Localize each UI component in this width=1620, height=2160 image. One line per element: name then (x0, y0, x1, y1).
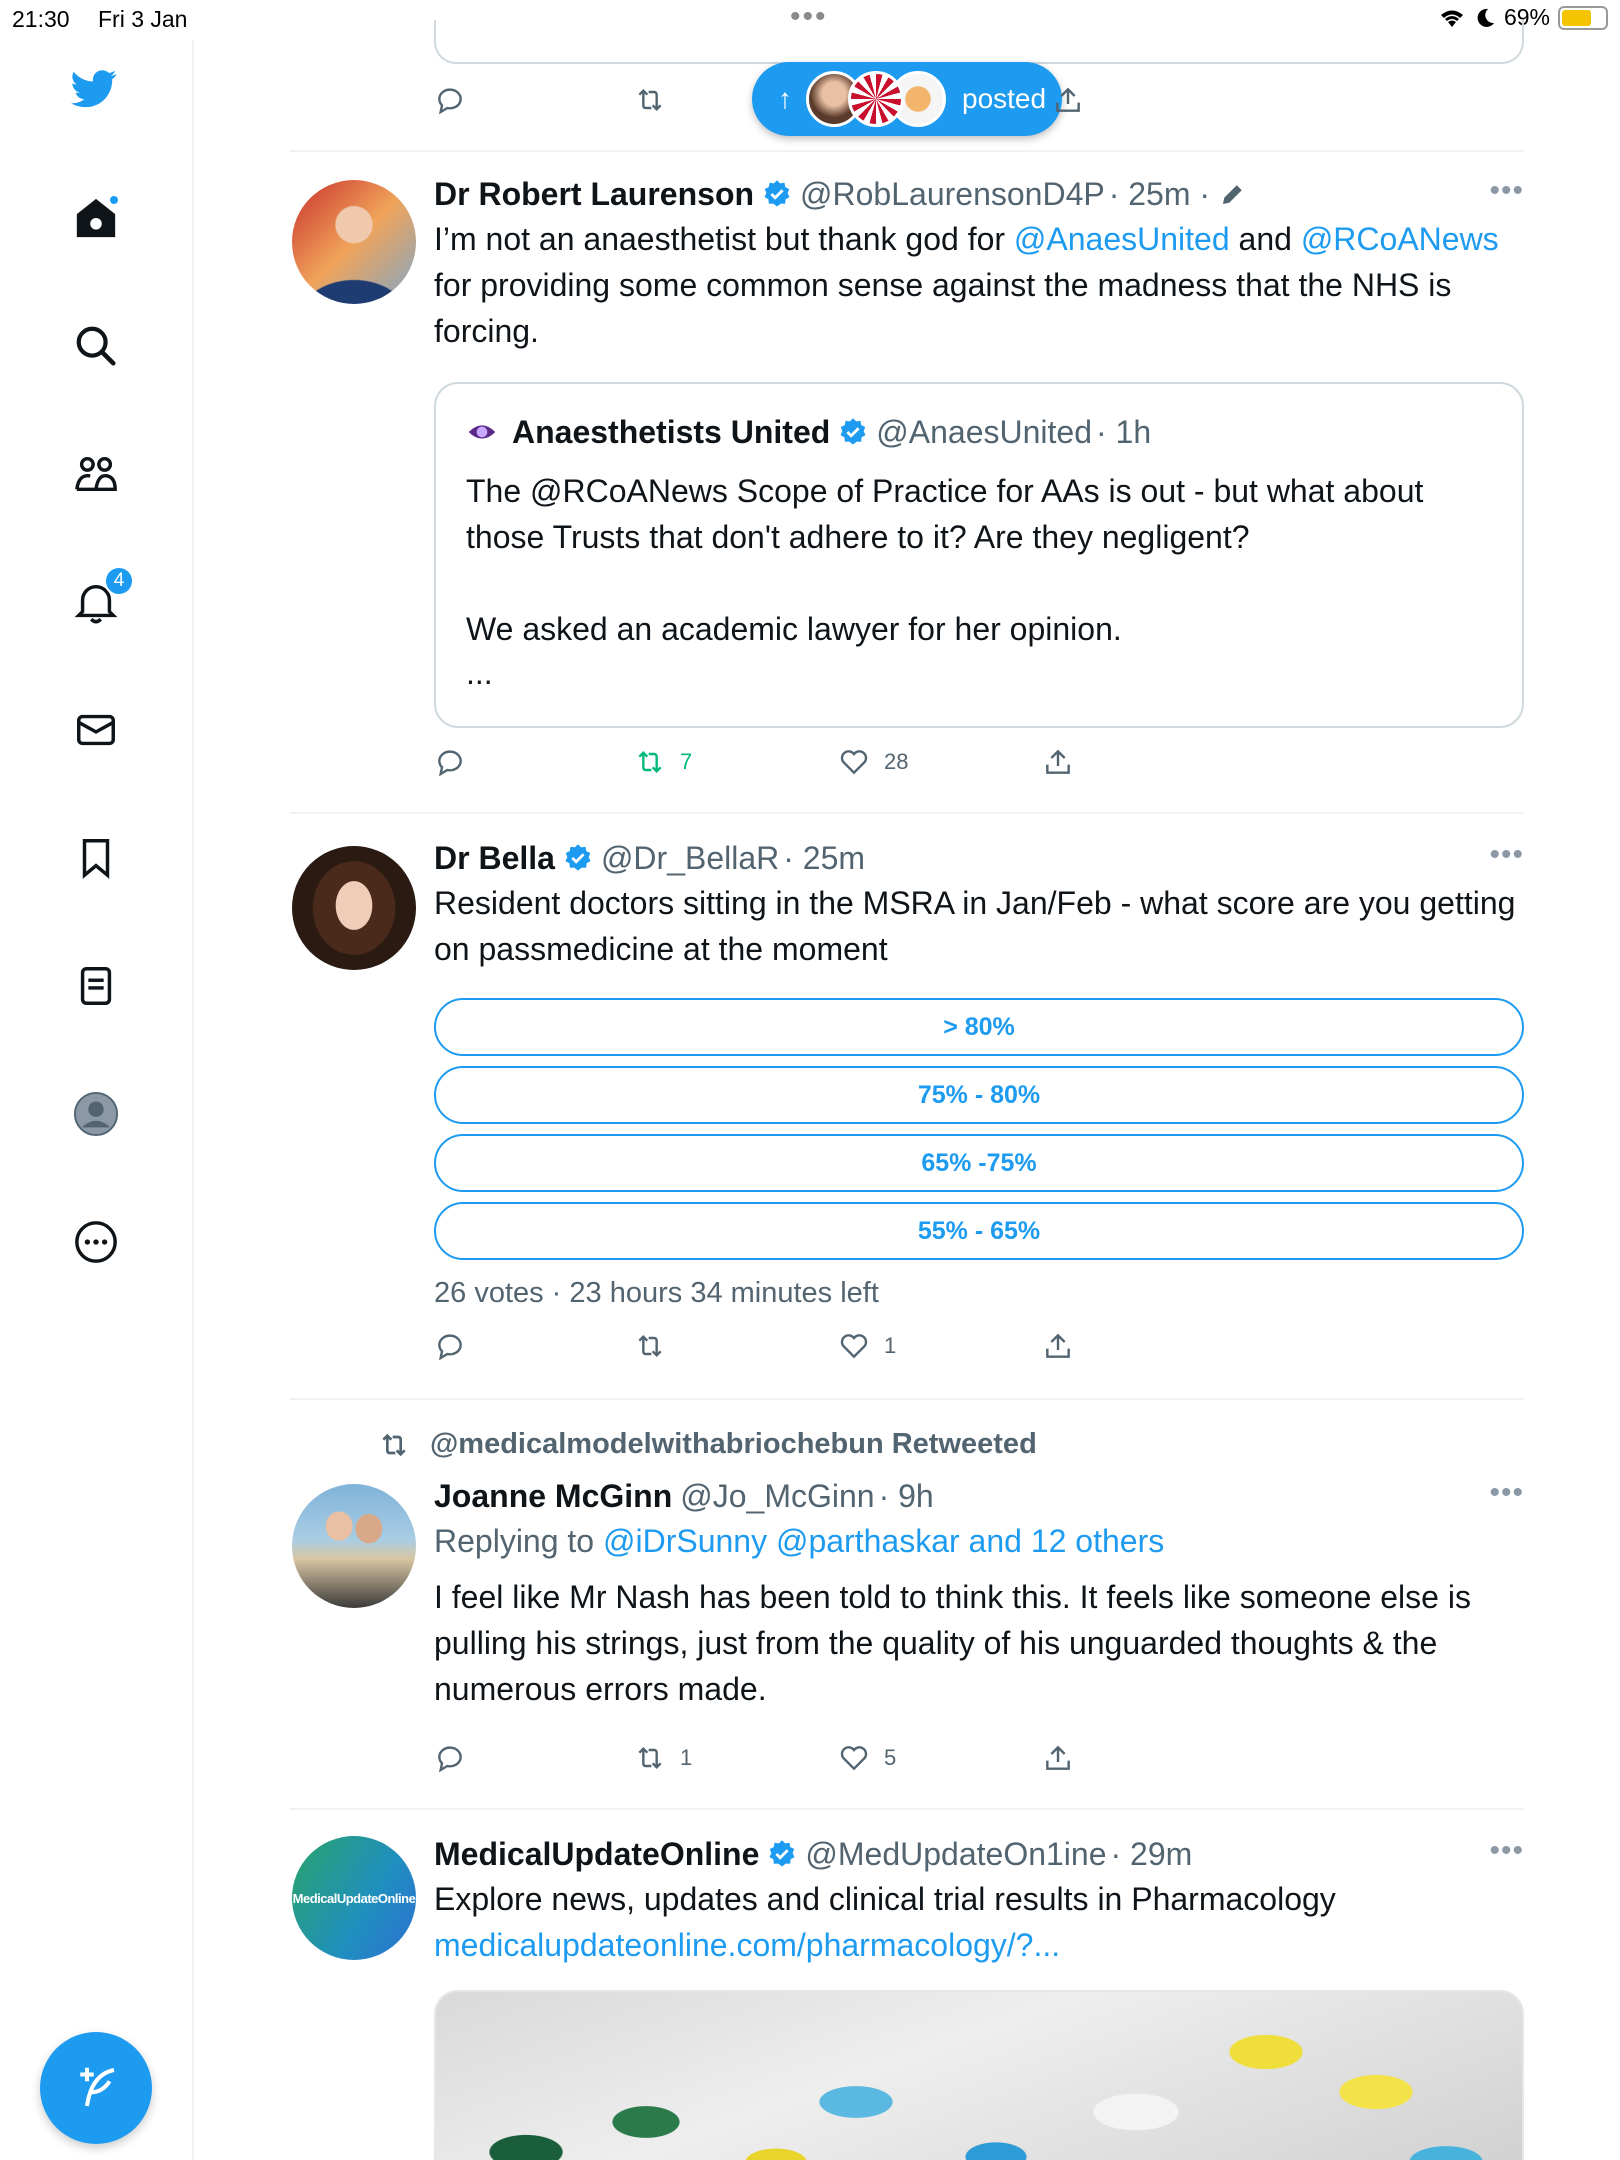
retweet-button[interactable] (634, 746, 692, 778)
tweet-text: I’m not an anaesthetist but thank god for @AnaesUnited and @RCoANews for providing some common sense against the madness that the NHS is forcing. (434, 221, 1499, 349)
author-name[interactable]: Dr Robert Laurenson (434, 176, 755, 212)
quoted-text: The @RCoANews Scope of Practice for AAs is out - but what about those Trusts that don't adhere to it? Are they negligent? (466, 473, 1424, 555)
tweet-time[interactable]: · 25m · (1108, 176, 1211, 212)
quoted-text: We asked an academic lawyer for her opinion. (466, 611, 1122, 647)
tweet-text: Explore news, updates and clinical trial results in Pharmacology (434, 1881, 1336, 1917)
retweet-button[interactable] (634, 1330, 666, 1362)
author-handle[interactable]: @RobLaurensonD4P (800, 176, 1105, 212)
quoted-time: · 1h (1096, 414, 1152, 450)
status-time: 21:30 (12, 6, 70, 32)
reply-button[interactable] (434, 84, 466, 116)
author-handle[interactable]: @MedUpdateOn1ine (805, 1836, 1107, 1872)
home-unread-dot (108, 194, 120, 206)
verified-badge-icon (563, 843, 593, 873)
more-options-icon[interactable]: ••• (1489, 1476, 1524, 1509)
author-handle[interactable]: @Dr_BellaR (600, 840, 780, 876)
poll-option[interactable]: 75% - 80% (434, 1066, 1524, 1124)
tweet[interactable] (290, 836, 1524, 1386)
quoted-tweet[interactable] (434, 382, 1524, 728)
new-posts-pill[interactable] (752, 62, 1062, 136)
quoted-text: ... (466, 655, 493, 691)
divider (290, 1808, 1524, 1810)
avatar[interactable] (292, 846, 416, 970)
retweet-icon (374, 1429, 414, 1461)
divider (290, 1398, 1524, 1400)
mention-link[interactable]: @RCoANews (1300, 221, 1499, 257)
communities-icon[interactable] (70, 448, 122, 500)
tweet[interactable] (290, 1424, 1524, 1784)
messages-icon[interactable] (70, 704, 122, 756)
retweet-count: 7 (680, 749, 693, 774)
twitter-logo-icon[interactable] (68, 62, 120, 114)
share-button[interactable] (1052, 84, 1084, 116)
like-button[interactable] (838, 1742, 896, 1774)
poll-option[interactable]: 65% -75% (434, 1134, 1524, 1192)
edited-pencil-icon (1218, 179, 1248, 209)
quoted-author-handle: @AnaesUnited (876, 414, 1092, 450)
notifications-icon[interactable] (70, 570, 125, 628)
avatar[interactable] (292, 1836, 416, 1960)
poll (434, 998, 1524, 1278)
avatar[interactable] (292, 1484, 416, 1608)
tweet-link[interactable]: medicalupdateonline.com/pharmacology/?... (434, 1927, 1061, 1963)
verified-badge-icon (767, 1839, 797, 1869)
share-button[interactable] (1042, 746, 1074, 778)
reply-button[interactable] (434, 746, 466, 778)
multitasking-dots-icon[interactable]: ••• (790, 0, 828, 33)
tweet-time[interactable]: · 29m (1110, 1836, 1193, 1872)
divider (290, 150, 1524, 152)
poll-option[interactable]: 55% - 65% (434, 1202, 1524, 1260)
share-button[interactable] (1042, 1742, 1074, 1774)
tweet[interactable] (290, 170, 1524, 810)
replying-to-links[interactable]: @iDrSunny @parthaskar and 12 others (602, 1523, 1165, 1559)
tweet-text: Resident doctors sitting in the MSRA in Jan/Feb - what score are you getting on passmedicine at the moment (434, 885, 1516, 967)
author-name[interactable]: Joanne McGinn (434, 1478, 673, 1514)
more-icon[interactable] (70, 1216, 122, 1268)
bookmarks-icon[interactable] (70, 832, 122, 884)
reply-button[interactable] (434, 1330, 466, 1362)
previous-tweet-quote-card[interactable] (434, 20, 1524, 64)
search-icon[interactable] (70, 320, 122, 372)
home-icon[interactable] (70, 192, 122, 244)
quoted-avatar-icon (466, 416, 498, 448)
like-count: 1 (884, 1333, 897, 1358)
avatar[interactable] (292, 180, 416, 304)
verified-badge-icon (762, 179, 792, 209)
like-count: 28 (884, 749, 909, 774)
retweeted-by (374, 1428, 1037, 1461)
battery-percent: 69% (1503, 4, 1550, 30)
like-button[interactable] (838, 746, 908, 778)
tweet-time[interactable]: · 25m (783, 840, 866, 876)
sidebar (0, 40, 194, 2160)
retweet-count: 1 (680, 1745, 693, 1770)
tweet-time[interactable]: · 9h (878, 1478, 934, 1514)
compose-button[interactable] (40, 2032, 152, 2144)
compose-icon (69, 2061, 123, 2115)
reply-button[interactable] (434, 1742, 466, 1774)
author-handle[interactable]: @Jo_McGinn (680, 1478, 875, 1514)
retweeted-by-label[interactable]: @medicalmodelwithabriochebun Retweeted (430, 1428, 1037, 1460)
verified-badge-icon (838, 417, 868, 447)
mention-link[interactable]: @AnaesUnited (1013, 221, 1230, 257)
battery-icon (1558, 6, 1608, 30)
poll-option[interactable]: > 80% (434, 998, 1524, 1056)
like-button[interactable] (838, 1330, 896, 1362)
tweet-text: I feel like Mr Nash has been told to think this. It feels like someone else is pulling his strings, just from the quality of his unguarded thoughts & the numerous errors made. (434, 1579, 1471, 1707)
divider (290, 812, 1524, 814)
avatar (848, 71, 904, 127)
author-name[interactable]: Dr Bella (434, 840, 555, 876)
share-button[interactable] (1042, 1330, 1074, 1362)
arrow-up-icon: ↑ (778, 83, 792, 114)
lists-icon[interactable] (70, 960, 122, 1012)
poll-meta: 26 votes · 23 hours 34 minutes left (434, 1277, 879, 1309)
status-date: Fri 3 Jan (98, 6, 188, 32)
retweet-button[interactable] (634, 1742, 692, 1774)
more-options-icon[interactable]: ••• (1489, 1834, 1524, 1867)
more-options-icon[interactable]: ••• (1489, 174, 1524, 207)
quoted-author-name: Anaesthetists United (512, 414, 831, 450)
notifications-badge: 4 (104, 566, 134, 596)
profile-icon[interactable] (70, 1088, 122, 1140)
retweet-button[interactable] (634, 84, 666, 116)
new-posts-label: posted (962, 83, 1047, 114)
tweet-media-image[interactable] (434, 1990, 1524, 2160)
avatar-logo-text: MedicalUpdateOnline (292, 1890, 416, 1906)
author-name[interactable]: MedicalUpdateOnline (434, 1836, 760, 1872)
replying-to: Replying to @iDrSunny @parthaskar and 12 others (434, 1523, 1165, 1559)
more-options-icon[interactable]: ••• (1489, 838, 1524, 871)
like-count: 5 (884, 1745, 897, 1770)
